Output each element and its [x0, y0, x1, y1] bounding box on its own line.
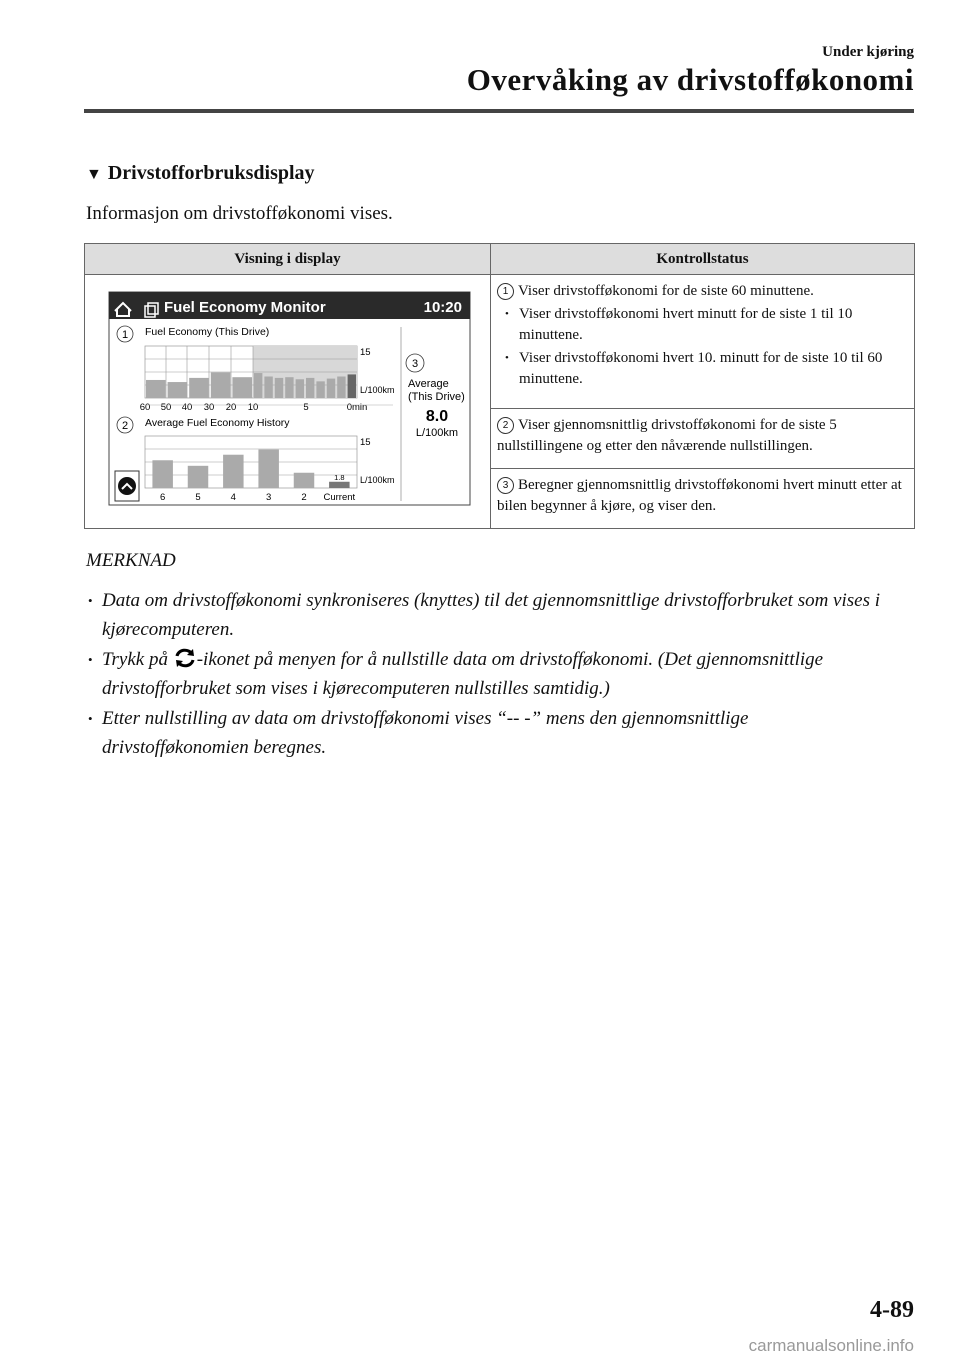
note-item-text: Trykk på [102, 649, 173, 670]
chart1-unit: L/100km [360, 385, 395, 395]
page-title: Overvåking av drivstofføkonomi [466, 62, 914, 97]
chart1-tick-label: 40 [181, 402, 193, 413]
chart1-bar [232, 377, 252, 398]
note-heading: MERKNAD [86, 550, 176, 571]
note-item: • Data om drivstofføkonomi synkroniseres (knyttes) til det gjennomsnittlige drivstofforbruket som vises i kjørecomputeren. [86, 586, 886, 644]
chart2-ymax: 15 [360, 437, 371, 448]
chart1-tick-label: 30 [203, 402, 215, 413]
chart1-bar [327, 379, 335, 398]
chart1-bar [168, 382, 188, 398]
col-header-status: Kontrollstatus [491, 244, 915, 275]
chart1-ymax: 15 [360, 347, 371, 358]
reset-icon [173, 647, 197, 669]
chart2-label: Average Fuel Economy History [145, 417, 290, 429]
chart2-tick-label: 3 [266, 492, 272, 503]
header-section: Under kjøring [822, 44, 914, 60]
chart1-bar [348, 374, 356, 398]
note-item: • Etter nullstilling av data om drivstofføkonomi vises “-- -” mens den gjennomsnittlige drivstofføkonomien beregnes. [86, 704, 886, 762]
chart1-bar [337, 377, 345, 398]
triangle-down-icon: ▼ [86, 166, 102, 183]
chart2-data-label: 1.8 [334, 472, 345, 482]
note-list [86, 586, 886, 763]
avg-unit: L/100km [415, 427, 459, 439]
chart2-bar [329, 482, 349, 488]
callout-1: 1 [121, 329, 129, 341]
row2-text: Viser gjennomsnittlig drivstofføkonomi for de siste 5 nullstillingene og etter den nåværende nullstillingen. [497, 416, 837, 454]
callout-badge: 1 [497, 283, 514, 300]
chart2-bar [294, 473, 314, 488]
section-title-text: Drivstofforbruksdisplay [107, 162, 315, 184]
avg-value: 8.0 [425, 408, 449, 425]
chart1-tick-label: 50 [160, 402, 172, 413]
chart1-tick-label: 20 [225, 402, 237, 413]
chart1-tick-label: 5 [303, 402, 309, 413]
chart2-bar [188, 466, 208, 488]
fuel-economy-screen [85, 275, 490, 523]
row1-text: Viser drivstofføkonomi for de siste 60 minuttene. [518, 283, 814, 299]
callout-2: 2 [121, 420, 129, 432]
chart1-tick-label: 10 [247, 402, 259, 413]
chart1-bar [285, 377, 293, 398]
status-cell-3 [491, 468, 915, 528]
chart2-bar [223, 455, 243, 488]
note-item-text: -ikonet på menyen for å nullstille data om drivstofføkonomi. (Det gjennomsnittlige drivstofforbruket som vises i kjørecomputeren nullstilles samtidig.) [102, 649, 824, 699]
chart1-label: Fuel Economy (This Drive) [145, 326, 270, 338]
chart2-tick-label: 6 [160, 492, 166, 503]
avg-label-1: Average [408, 378, 449, 390]
page-number: 4-89 [870, 1297, 914, 1323]
display-illustration-cell [85, 275, 491, 529]
chart1-bar [275, 378, 283, 398]
chart1-bar [264, 377, 272, 398]
chart1-bar [211, 372, 231, 398]
intro-text: Informasjon om drivstofføkonomi vises. [86, 203, 393, 224]
chart2-bar [258, 450, 278, 488]
row1-bullet-1: • Viser drivstofføkonomi hvert minutt for de siste 1 til 10 minuttene. [497, 304, 906, 346]
note-item [86, 645, 886, 703]
reset-button[interactable] [115, 471, 139, 501]
callout-badge: 3 [497, 477, 514, 494]
row1-bullet-2: • Viser drivstofføkonomi hvert 10. minutt for de siste 10 til 60 minuttene. [497, 348, 906, 390]
chart1-bar [306, 378, 314, 398]
chart1-tick-label: 60 [139, 402, 151, 413]
status-cell-2 [491, 408, 915, 468]
chart2-tick-label: Current [323, 492, 356, 503]
header-rule [84, 109, 914, 113]
screen-title: Fuel Economy Monitor [164, 299, 326, 316]
watermark: carmanualsonline.info [748, 1336, 914, 1355]
chart2-unit: L/100km [360, 475, 395, 485]
callout-3: 3 [411, 358, 419, 370]
col-header-display: Visning i display [85, 244, 491, 275]
chart2-tick-label: 5 [195, 492, 201, 503]
info-table [84, 243, 915, 529]
status-cell-1 [491, 275, 915, 409]
chart1-bar [254, 373, 262, 398]
chart1-bar [296, 379, 304, 398]
chart2-bar [152, 460, 172, 488]
chart1-bar [146, 380, 166, 398]
chart1-bar [189, 378, 209, 398]
screen-time: 10:20 [423, 299, 462, 316]
callout-badge: 2 [497, 417, 514, 434]
section-title [86, 162, 315, 185]
chart1-bar [316, 381, 324, 398]
chart1-tick-label: 0min [346, 402, 368, 413]
chart2-tick-label: 4 [230, 492, 236, 503]
chart2-tick-label: 2 [301, 492, 307, 503]
row3-text: Beregner gjennomsnittlig drivstofføkonomi hvert minutt etter at bilen begynner å kjøre, og viser den. [497, 476, 902, 514]
avg-label-2: (This Drive) [408, 391, 465, 403]
